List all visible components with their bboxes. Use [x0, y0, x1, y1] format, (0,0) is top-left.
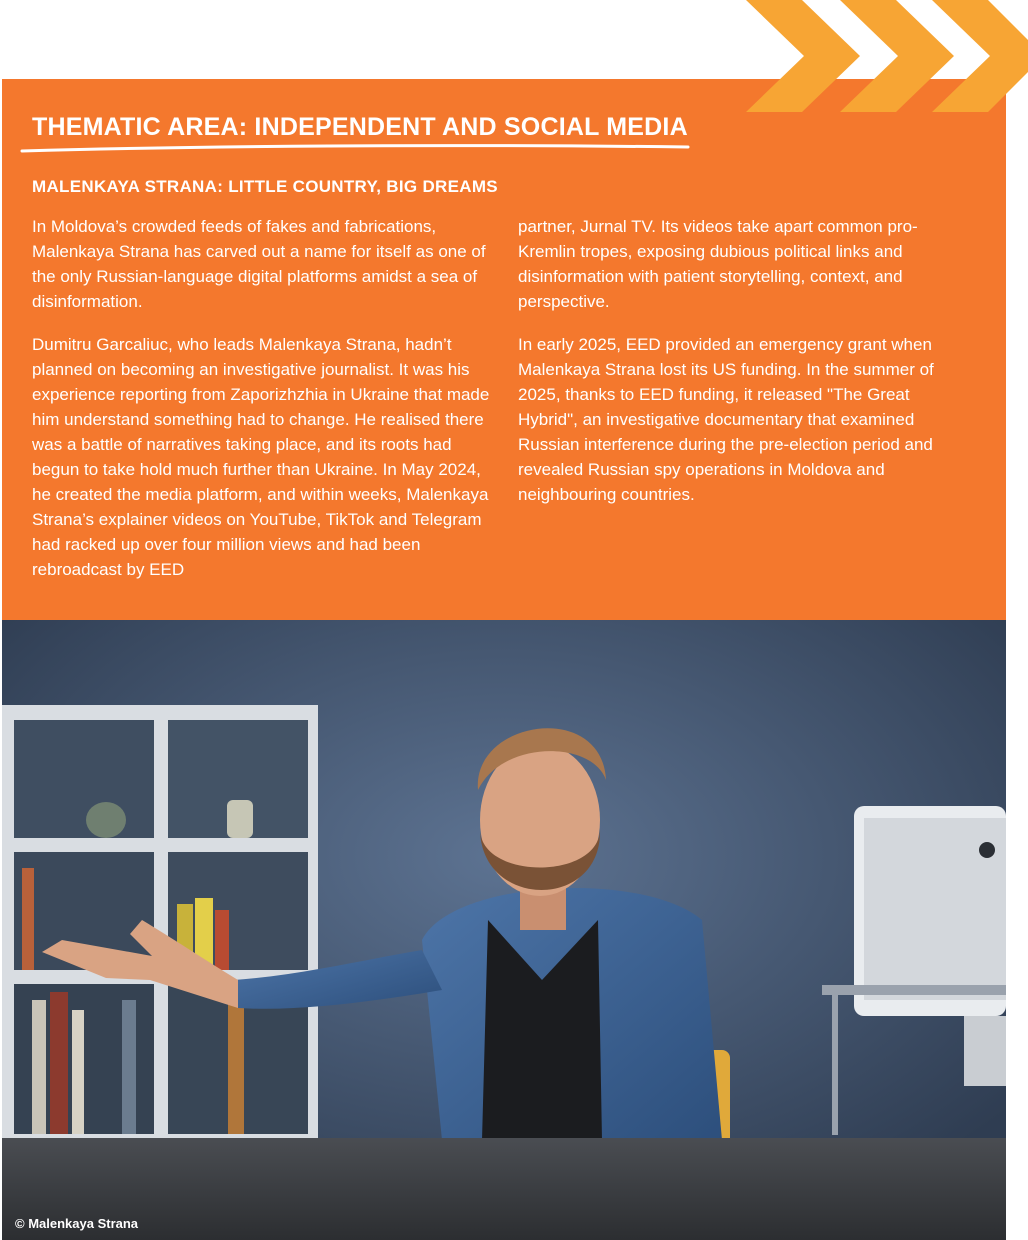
thematic-area-heading: THEMATIC AREA: INDEPENDENT AND SOCIAL MEDIA: [32, 113, 688, 141]
bookshelf: [2, 705, 318, 1145]
portrait-photo: [2, 620, 1006, 1240]
paragraph: Dumitru Garcaliuc, who leads Malenkaya Strana, hadn’t planned on becoming an investigative journalist. It was his experience reporting from Zaporizhzhia in Ukraine that made him understand something had to change. He realised there was a battle of narratives taking place, and its roots had begun to take hold much further than Ukraine. In May 2024, he created the media platform, and within weeks, Malenkaya Strana’s explainer videos on YouTube, TikTok and Telegram had racked up over four million views and had been rebroadcast by EED: [32, 335, 490, 579]
text-column-right: [518, 214, 954, 525]
paragraph: In Moldova’s crowded feeds of fakes and fabrications, Malenkaya Strana has carved out a name for itself as one of the only Russian-language digital platforms amidst a sea of disinformation.: [32, 217, 486, 311]
article-panel: [2, 79, 1006, 620]
photo-credit: © Malenkaya Strana: [15, 1216, 139, 1231]
text-column-left: [32, 214, 492, 600]
paragraph: In early 2025, EED provided an emergency grant when Malenkaya Strana lost its US funding. In the summer of 2025, thanks to EED funding, it released "The Great Hybrid", an investigative documentary that examined Russian interference during the pre-election period and revealed Russian spy operations in Moldova and neighbouring countries.: [518, 335, 934, 504]
article-subheading: MALENKAYA STRANA: LITTLE COUNTRY, BIG DREAMS: [32, 177, 498, 196]
paragraph: partner, Jurnal TV. Its videos take apart common pro-Kremlin tropes, exposing dubious political links and disinformation with patient storytelling, context, and perspective.: [518, 217, 918, 311]
desk: [2, 1138, 1006, 1240]
heading-underline: [20, 142, 692, 156]
chevron-decoration-icon: [0, 0, 1028, 115]
photo-illustration: [2, 620, 1006, 1240]
